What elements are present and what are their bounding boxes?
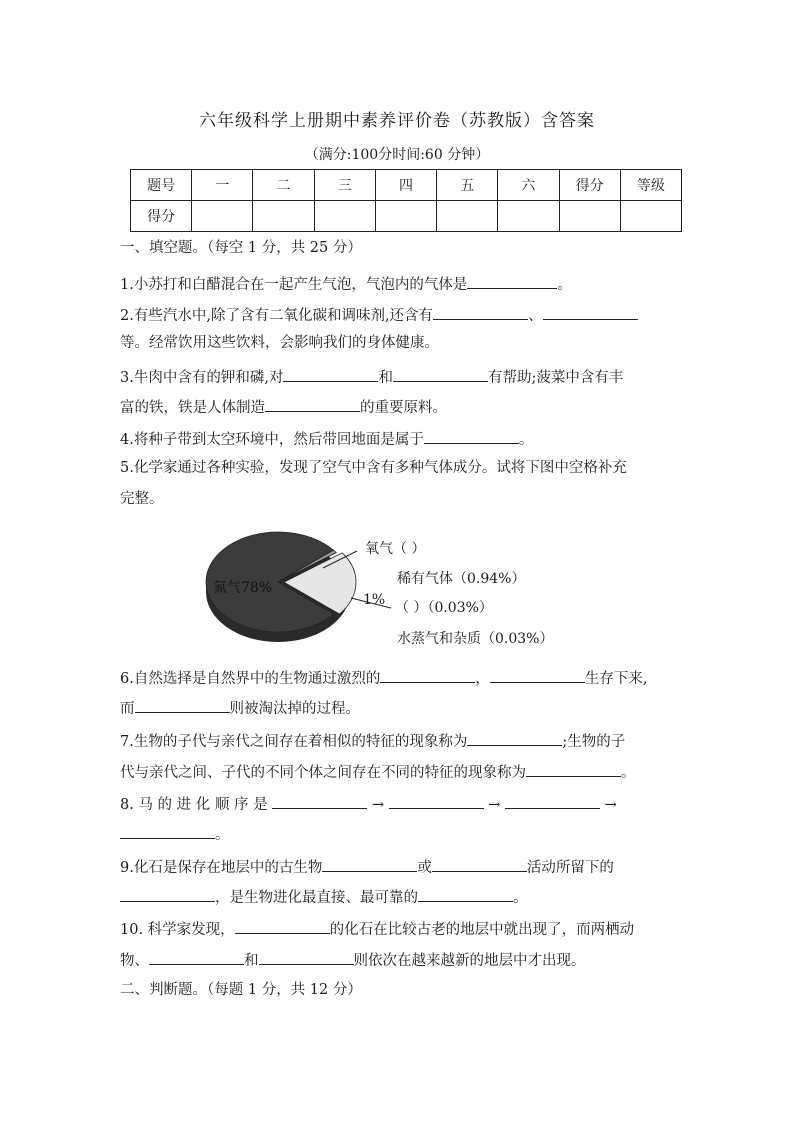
slice-label-1pct: 1%	[363, 592, 386, 608]
question-10-cont: 物、 和 则依次在越来越新的地层中才出现。	[120, 948, 586, 971]
slice-label-nitrogen: 氮气78%	[213, 580, 273, 596]
answer-blank[interactable]	[389, 792, 484, 809]
question-6: 6.自然选择是自然界中的生物通过激烈的 ， 生存下来,	[120, 666, 647, 689]
question-2: 2.有些汽水中,除了含有二氧化碳和调味剂,还含有 、	[120, 303, 638, 326]
table-cell: 四	[375, 170, 436, 201]
section-2-heading: 二、判断题。（每题 1 分，共 12 分）	[120, 982, 362, 998]
answer-blank[interactable]	[380, 666, 475, 683]
legend-entry-co2: （ ）（0.03%）	[395, 600, 493, 616]
table-cell: 五	[437, 170, 498, 201]
table-cell: 三	[314, 170, 375, 201]
page-subtitle: （满分:100分时间:60 分钟）	[304, 147, 490, 163]
arrow-icon: →	[604, 797, 617, 813]
score-cell-2[interactable]	[253, 201, 314, 232]
score-cell-grade[interactable]	[620, 201, 681, 232]
answer-blank[interactable]	[505, 792, 600, 809]
answer-blank[interactable]	[467, 272, 557, 289]
air-composition-chart	[205, 526, 605, 656]
table-row	[131, 201, 682, 232]
question-7: 7.生物的子代与亲代之间存在着相似的特征的现象称为 ;生物的子	[120, 729, 625, 752]
legend-entry-vapor: 水蒸气和杂质（0.03%）	[397, 631, 554, 647]
answer-blank[interactable]	[490, 666, 585, 683]
answer-blank[interactable]	[149, 948, 244, 965]
question-8-cont: 。	[120, 822, 230, 845]
answer-blank[interactable]	[424, 427, 519, 444]
question-10: 10. 科学家发现， 的化石在比较古老的地层中就出现了，而两栖动	[120, 917, 634, 940]
slice-label-oxygen: 氧气（ ）	[365, 541, 426, 557]
score-table	[130, 169, 682, 232]
question-5-cont: 完整。	[120, 491, 164, 507]
arrow-icon: →	[371, 797, 384, 813]
answer-blank[interactable]	[259, 948, 354, 965]
question-9: 9.化石是保存在地层中的古生物 或 活动所留下的	[120, 855, 614, 878]
score-cell-3[interactable]	[314, 201, 375, 232]
answer-blank[interactable]	[120, 822, 215, 839]
arrow-icon: →	[488, 797, 501, 813]
table-cell: 等级	[620, 170, 681, 201]
question-5: 5.化学家通过各种实验，发现了空气中含有多种气体成分。试将下图中空格补充	[120, 460, 627, 476]
answer-blank[interactable]	[433, 303, 528, 320]
answer-blank[interactable]	[432, 855, 527, 872]
question-3: 3.牛肉中含有的钾和磷,对 和 有帮助;菠菜中含有丰	[120, 365, 623, 388]
section-1-heading: 一、填空题。（每空 1 分，共 25 分）	[120, 240, 362, 256]
score-cell-4[interactable]	[375, 201, 436, 232]
legend-entry-rare-gas: 稀有气体（0.94%）	[397, 571, 526, 587]
answer-blank[interactable]	[135, 696, 230, 713]
answer-blank[interactable]	[272, 792, 367, 809]
table-cell: 六	[498, 170, 559, 201]
answer-blank[interactable]	[235, 917, 330, 934]
answer-blank[interactable]	[393, 365, 488, 382]
table-cell: 题号	[131, 170, 192, 201]
answer-blank[interactable]	[265, 395, 360, 412]
answer-blank[interactable]	[543, 303, 638, 320]
score-cell-5[interactable]	[437, 201, 498, 232]
question-8: 8. 马 的 进 化 顺 序 是 → → →	[120, 792, 617, 815]
table-cell: 得分	[559, 170, 620, 201]
answer-blank[interactable]	[120, 885, 215, 902]
answer-blank[interactable]	[322, 855, 417, 872]
table-row	[131, 170, 682, 201]
question-3-cont: 富的铁，铁是人体制造 的重要原料。	[120, 395, 447, 418]
answer-blank[interactable]	[526, 760, 621, 777]
table-cell: 得分	[131, 201, 192, 232]
score-cell-1[interactable]	[192, 201, 253, 232]
question-4: 4.将种子带到太空环境中，然后带回地面是属于 。	[120, 427, 533, 450]
table-cell: 一	[192, 170, 253, 201]
table-cell: 二	[253, 170, 314, 201]
question-1: 1.小苏打和白醋混合在一起产生气泡，气泡内的气体是 。	[120, 272, 572, 295]
answer-blank[interactable]	[283, 365, 378, 382]
answer-blank[interactable]	[418, 885, 513, 902]
question-6-cont: 而 则被淘汰掉的过程。	[120, 696, 360, 719]
score-cell-6[interactable]	[498, 201, 559, 232]
question-9-cont: ，是生物进化最直接、最可靠的 。	[120, 885, 528, 908]
question-2-cont: 等。经常饮用这些饮料，会影响我们的身体健康。	[120, 335, 439, 351]
score-cell-total[interactable]	[559, 201, 620, 232]
answer-blank[interactable]	[467, 729, 562, 746]
question-7-cont: 代与亲代之间、子代的不同个体之间存在不同的特征的现象称为 。	[120, 760, 636, 783]
page-title: 六年级科学上册期中素养评价卷（苏教版）含答案	[199, 111, 595, 131]
